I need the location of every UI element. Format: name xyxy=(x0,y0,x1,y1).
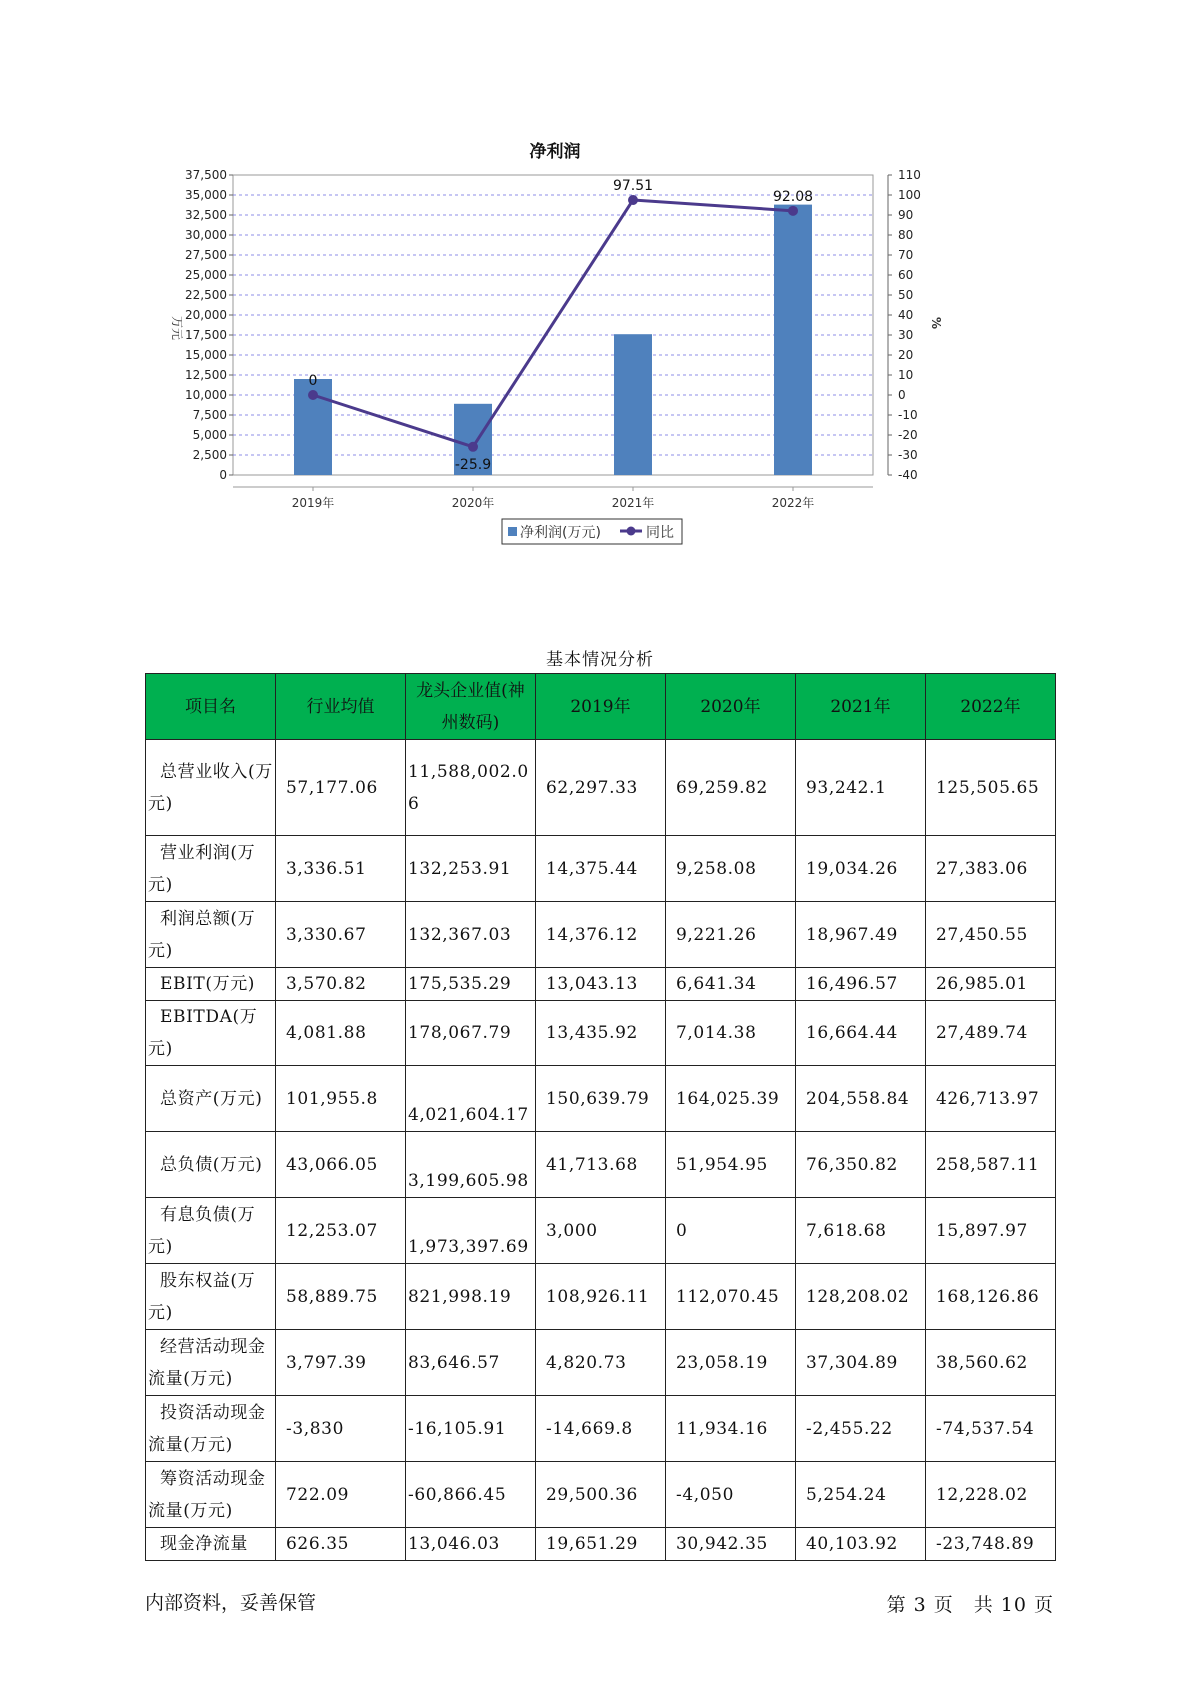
y2020-cell: 30,942.35 xyxy=(666,1528,796,1561)
y2022-cell: 26,985.01 xyxy=(926,968,1056,1001)
y2020-cell: 164,025.39 xyxy=(666,1066,796,1132)
yoy-point xyxy=(308,390,318,400)
x-tick-label: 2019年 xyxy=(291,496,335,510)
right-tick-label: -20 xyxy=(898,428,918,442)
legend-bar-swatch xyxy=(508,527,517,536)
right-tick-label: 10 xyxy=(898,368,914,382)
item-name-cell: 利润总额(万元) xyxy=(146,902,276,968)
left-tick-label: 0 xyxy=(219,468,227,482)
right-axis-label: % xyxy=(929,316,943,330)
y2022-cell: 27,383.06 xyxy=(926,836,1056,902)
item-name-cell: 总营业收入(万元) xyxy=(146,740,276,836)
right-tick-label: 30 xyxy=(898,328,914,342)
table-row xyxy=(146,1528,1056,1561)
y2020-cell: 112,070.45 xyxy=(666,1264,796,1330)
industry-avg-cell: -3,830 xyxy=(276,1396,406,1462)
x-tick-label: 2021年 xyxy=(611,496,655,510)
footer-confidential-note: 内部资料，妥善保管 xyxy=(145,1592,317,1614)
table-row xyxy=(146,968,1056,1001)
y2020-cell: 51,954.95 xyxy=(666,1132,796,1198)
yoy-point xyxy=(468,442,478,452)
chart-title: 净利润 xyxy=(529,142,581,162)
y2020-cell: 0 xyxy=(666,1198,796,1264)
item-name-cell: 筹资活动现金流量(万元) xyxy=(146,1462,276,1528)
left-axis-ticks xyxy=(185,168,233,482)
item-name-cell: 投资活动现金流量(万元) xyxy=(146,1396,276,1462)
item-name-cell: 营业利润(万元) xyxy=(146,836,276,902)
right-tick-label: 90 xyxy=(898,208,914,222)
leader-value-cell: 132,253.91 xyxy=(406,836,536,902)
y2019-cell: 14,376.12 xyxy=(536,902,666,968)
item-name-cell: 现金净流量 xyxy=(146,1528,276,1561)
y2019-cell: 19,651.29 xyxy=(536,1528,666,1561)
y2021-cell: 76,350.82 xyxy=(796,1132,926,1198)
left-tick-label: 25,000 xyxy=(185,268,227,282)
y2022-cell: -74,537.54 xyxy=(926,1396,1056,1462)
left-tick-label: 12,500 xyxy=(185,368,227,382)
table-caption: 基本情况分析 xyxy=(546,650,654,670)
leader-value-cell: 4,021,604.17 xyxy=(406,1066,536,1132)
y2019-cell: 3,000 xyxy=(536,1198,666,1264)
leader-value-cell: 83,646.57 xyxy=(406,1330,536,1396)
y2022-cell: 426,713.97 xyxy=(926,1066,1056,1132)
legend xyxy=(502,519,682,544)
leader-value-cell: 13,046.03 xyxy=(406,1528,536,1561)
y2021-cell: -2,455.22 xyxy=(796,1396,926,1462)
y2019-cell: 13,435.92 xyxy=(536,1001,666,1066)
left-tick-label: 7,500 xyxy=(192,408,227,422)
table-row xyxy=(146,1198,1056,1264)
left-axis-label: 万元 xyxy=(170,315,184,341)
basic-analysis-table xyxy=(145,673,1056,1561)
y2019-cell: 41,713.68 xyxy=(536,1132,666,1198)
table-row xyxy=(146,1396,1056,1462)
table-row xyxy=(146,1001,1056,1066)
industry-avg-cell: 3,336.51 xyxy=(276,836,406,902)
item-name-cell: EBITDA(万元) xyxy=(146,1001,276,1066)
table-row xyxy=(146,1132,1056,1198)
y2022-cell: 15,897.97 xyxy=(926,1198,1056,1264)
right-tick-label: 60 xyxy=(898,268,914,282)
legend-line-marker xyxy=(627,527,636,536)
header-2022: 2022年 xyxy=(926,674,1056,740)
table-row xyxy=(146,740,1056,836)
leader-value-cell: 175,535.29 xyxy=(406,968,536,1001)
right-tick-label: 70 xyxy=(898,248,914,262)
y2021-cell: 16,664.44 xyxy=(796,1001,926,1066)
y2019-cell: 108,926.11 xyxy=(536,1264,666,1330)
yoy-data-label: 0 xyxy=(308,373,318,389)
y2022-cell: 27,489.74 xyxy=(926,1001,1056,1066)
table-row xyxy=(146,1066,1056,1132)
industry-avg-cell: 12,253.07 xyxy=(276,1198,406,1264)
y2022-cell: 38,560.62 xyxy=(926,1330,1056,1396)
leader-value-cell: 132,367.03 xyxy=(406,902,536,968)
header-2020: 2020年 xyxy=(666,674,796,740)
industry-avg-cell: 626.35 xyxy=(276,1528,406,1561)
right-tick-label: 20 xyxy=(898,348,914,362)
industry-avg-cell: 3,797.39 xyxy=(276,1330,406,1396)
right-tick-label: -30 xyxy=(898,448,918,462)
industry-avg-cell: 4,081.88 xyxy=(276,1001,406,1066)
table-row xyxy=(146,1462,1056,1528)
header-item-name: 项目名 xyxy=(146,674,276,740)
left-tick-label: 32,500 xyxy=(185,208,227,222)
header-2021: 2021年 xyxy=(796,674,926,740)
leader-value-cell: 821,998.19 xyxy=(406,1264,536,1330)
y2021-cell: 128,208.02 xyxy=(796,1264,926,1330)
y2021-cell: 204,558.84 xyxy=(796,1066,926,1132)
y2022-cell: -23,748.89 xyxy=(926,1528,1056,1561)
right-tick-label: 110 xyxy=(898,168,921,182)
left-tick-label: 30,000 xyxy=(185,228,227,242)
industry-avg-cell: 58,889.75 xyxy=(276,1264,406,1330)
y2020-cell: -4,050 xyxy=(666,1462,796,1528)
item-name-cell: 总负债(万元) xyxy=(146,1132,276,1198)
left-tick-label: 22,500 xyxy=(185,288,227,302)
industry-avg-cell: 3,570.82 xyxy=(276,968,406,1001)
y2021-cell: 5,254.24 xyxy=(796,1462,926,1528)
net-profit-chart xyxy=(150,130,980,570)
header-2019: 2019年 xyxy=(536,674,666,740)
left-tick-label: 20,000 xyxy=(185,308,227,322)
legend-bar-label: 净利润(万元) xyxy=(520,525,601,541)
y2019-cell: 150,639.79 xyxy=(536,1066,666,1132)
y2019-cell: 4,820.73 xyxy=(536,1330,666,1396)
legend-line-label: 同比 xyxy=(646,525,674,541)
item-name-cell: EBIT(万元) xyxy=(146,968,276,1001)
y2022-cell: 258,587.11 xyxy=(926,1132,1056,1198)
y2019-cell: 62,297.33 xyxy=(536,740,666,836)
leader-value-cell: 3,199,605.98 xyxy=(406,1132,536,1198)
table-row xyxy=(146,1264,1056,1330)
industry-avg-cell: 43,066.05 xyxy=(276,1132,406,1198)
leader-value-cell: 11,588,002.06 xyxy=(406,740,536,836)
x-tick-label: 2020年 xyxy=(451,496,495,510)
item-name-cell: 经营活动现金流量(万元) xyxy=(146,1330,276,1396)
y2021-cell: 40,103.92 xyxy=(796,1528,926,1561)
leader-value-cell: 178,067.79 xyxy=(406,1001,536,1066)
table-row xyxy=(146,836,1056,902)
left-tick-label: 35,000 xyxy=(185,188,227,202)
yoy-point xyxy=(788,206,798,216)
bar xyxy=(774,205,812,475)
industry-avg-cell: 101,955.8 xyxy=(276,1066,406,1132)
y2020-cell: 9,258.08 xyxy=(666,836,796,902)
industry-avg-cell: 3,330.67 xyxy=(276,902,406,968)
y2021-cell: 16,496.57 xyxy=(796,968,926,1001)
bar xyxy=(614,334,652,475)
y2019-cell: 14,375.44 xyxy=(536,836,666,902)
y2022-cell: 125,505.65 xyxy=(926,740,1056,836)
y2019-cell: 13,043.13 xyxy=(536,968,666,1001)
header-row xyxy=(146,674,1056,740)
industry-avg-cell: 722.09 xyxy=(276,1462,406,1528)
left-tick-label: 15,000 xyxy=(185,348,227,362)
y2021-cell: 18,967.49 xyxy=(796,902,926,968)
table-row xyxy=(146,1330,1056,1396)
item-name-cell: 股东权益(万元) xyxy=(146,1264,276,1330)
y2020-cell: 23,058.19 xyxy=(666,1330,796,1396)
y2020-cell: 7,014.38 xyxy=(666,1001,796,1066)
x-tick-label: 2022年 xyxy=(771,496,815,510)
left-tick-label: 2,500 xyxy=(192,448,227,462)
yoy-data-label: 92.08 xyxy=(772,188,814,205)
yoy-point xyxy=(628,195,638,205)
item-name-cell: 总资产(万元) xyxy=(146,1066,276,1132)
leader-value-cell: 1,973,397.69 xyxy=(406,1198,536,1264)
industry-avg-cell: 57,177.06 xyxy=(276,740,406,836)
right-tick-label: -40 xyxy=(898,468,918,482)
header-industry-avg: 行业均值 xyxy=(276,674,406,740)
right-tick-label: 40 xyxy=(898,308,914,322)
y2022-cell: 168,126.86 xyxy=(926,1264,1056,1330)
y2021-cell: 7,618.68 xyxy=(796,1198,926,1264)
left-tick-label: 5,000 xyxy=(192,428,227,442)
left-tick-label: 27,500 xyxy=(185,248,227,262)
leader-value-cell: -60,866.45 xyxy=(406,1462,536,1528)
footer-page-number: 第 3 页 共 10 页 xyxy=(886,1594,1054,1616)
y2020-cell: 9,221.26 xyxy=(666,902,796,968)
y2019-cell: -14,669.8 xyxy=(536,1396,666,1462)
table-row xyxy=(146,902,1056,968)
yoy-data-label: 97.51 xyxy=(612,177,654,194)
y2020-cell: 6,641.34 xyxy=(666,968,796,1001)
y2021-cell: 37,304.89 xyxy=(796,1330,926,1396)
left-tick-label: 37,500 xyxy=(185,168,227,182)
y2021-cell: 93,242.1 xyxy=(796,740,926,836)
item-name-cell: 有息负债(万元) xyxy=(146,1198,276,1264)
right-tick-label: 0 xyxy=(898,388,906,402)
right-tick-label: 100 xyxy=(898,188,921,202)
left-tick-label: 10,000 xyxy=(185,388,227,402)
right-axis-ticks xyxy=(888,168,921,482)
right-tick-label: 50 xyxy=(898,288,914,302)
y2022-cell: 12,228.02 xyxy=(926,1462,1056,1528)
right-tick-label: 80 xyxy=(898,228,914,242)
y2022-cell: 27,450.55 xyxy=(926,902,1056,968)
header-leader-value: 龙头企业值(神州数码) xyxy=(406,674,536,740)
y2021-cell: 19,034.26 xyxy=(796,836,926,902)
left-tick-label: 17,500 xyxy=(185,328,227,342)
leader-value-cell: -16,105.91 xyxy=(406,1396,536,1462)
right-tick-label: -10 xyxy=(898,408,918,422)
y2020-cell: 11,934.16 xyxy=(666,1396,796,1462)
y2020-cell: 69,259.82 xyxy=(666,740,796,836)
x-axis-ticks xyxy=(292,487,815,510)
y2019-cell: 29,500.36 xyxy=(536,1462,666,1528)
yoy-data-label: -25.9 xyxy=(454,456,492,473)
